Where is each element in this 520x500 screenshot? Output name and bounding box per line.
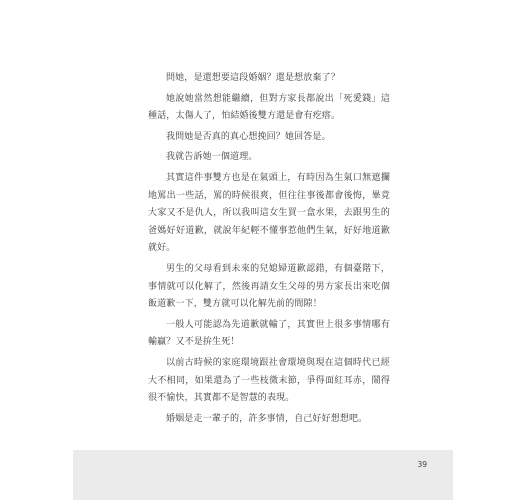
page-footer — [73, 450, 453, 500]
paragraph: 男生的父母看到未來的兒媳婦道歉認錯，有個臺階下，事情就可以化解了，然後再請女生父母的男方家長出來吃個飯道歉一下，雙方就可以化解先前的間隙！ — [148, 263, 390, 310]
paragraph: 我就告訴她一個道理。 — [166, 152, 258, 163]
page-number: 39 — [417, 460, 427, 469]
paragraph: 其實這件事雙方也是在氣頭上，有時因為生氣口無遮攔地罵出一些話，罵的時候很爽，但往往事後都會後悔，畢竟大家又不是仇人，所以我叫這女生買一盒水果，去跟男生的爸媽好好道歉，就說年紀輕不懂事惹他們生氣，好好地道歉就好。 — [148, 172, 390, 254]
paragraph: 她說她當然想能繼續，但對方家長都說出「死愛錢」這種話，太傷人了，怕結婚後雙方還是會有疙瘩。 — [148, 93, 390, 122]
paragraph: 一般人可能認為先道歉就輸了，其實世上很多事情哪有輸贏？又不是拚生死！ — [148, 319, 390, 348]
paragraph: 以前古時候的家庭環境跟社會環境與現在這個時代已經大不相同，如果還為了一些枝微末節，爭得面紅耳赤，鬧得很不愉快，其實都不是智慧的表現。 — [148, 357, 390, 404]
paragraph: 問她，是還想要這段婚姻？還是想放棄了？ — [166, 73, 340, 83]
page-body — [148, 70, 390, 431]
paragraph: 我問她是否真的真心想挽回？她回答是。 — [166, 131, 331, 142]
paragraph: 婚姻是走一輩子的，許多事情，自己好好想想吧。 — [166, 413, 368, 424]
